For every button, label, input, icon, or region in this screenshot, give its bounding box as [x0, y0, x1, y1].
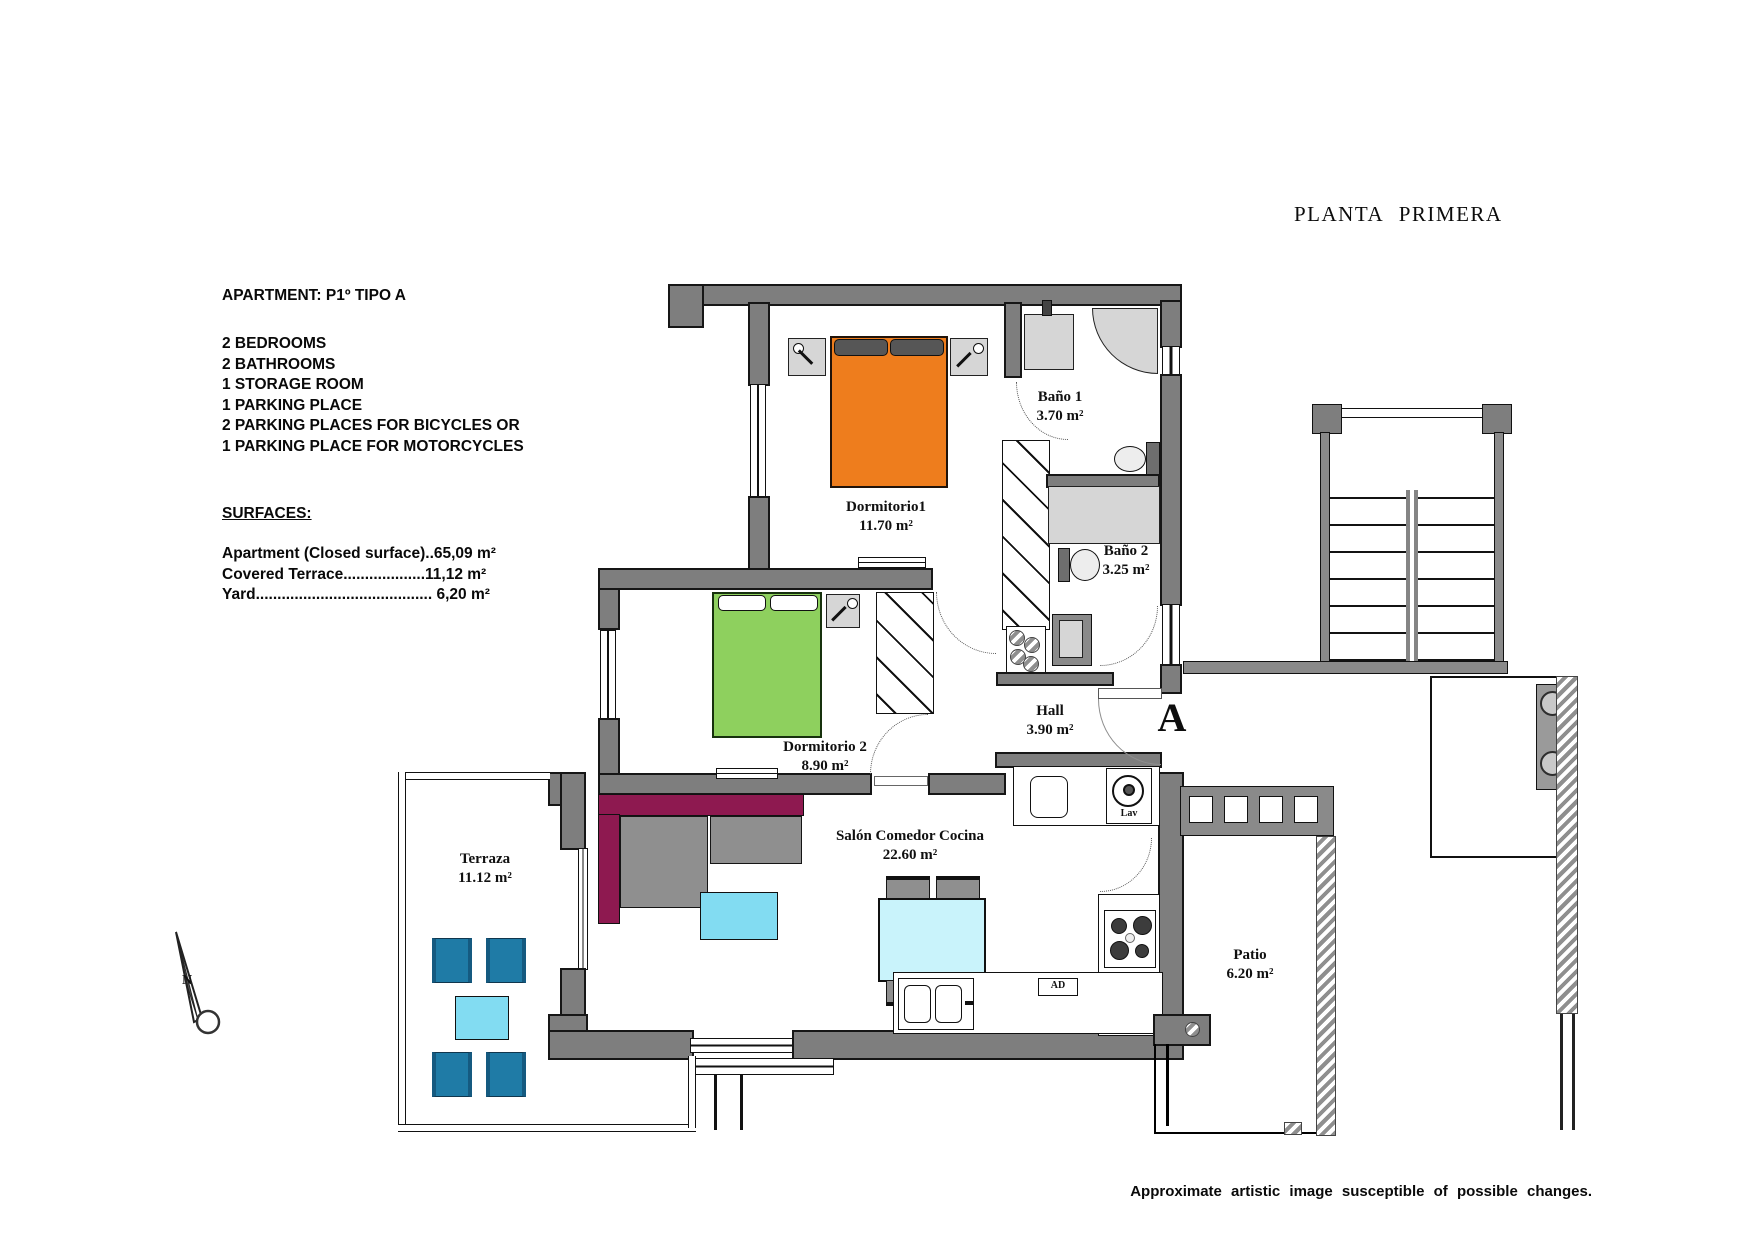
- surface-line: Yard......................................... 6,20 m²: [222, 586, 490, 603]
- pillow-dormitorio1: [890, 339, 944, 356]
- glass-door-bottom: [690, 1038, 794, 1053]
- stair-top-rail: [1342, 408, 1482, 418]
- room-area: 3.90 m²: [1026, 722, 1074, 738]
- patio-boundary-line: [1154, 1044, 1316, 1134]
- wall-dorm1-bottom: [598, 568, 933, 590]
- wall-right-upper: [1160, 300, 1182, 348]
- burner-icon: [1110, 941, 1129, 960]
- feature-item: 1 PARKING PLACE: [222, 396, 363, 414]
- terrace-rail-bottom: [398, 1124, 696, 1132]
- washer-door-icon: [1123, 784, 1135, 796]
- sofa-arm: [598, 814, 620, 924]
- room-name: Hall: [1036, 703, 1064, 719]
- surfaces-heading: SURFACES:: [222, 505, 312, 522]
- wall-top: [668, 284, 1182, 306]
- bed-dormitorio2: [712, 592, 822, 738]
- burner-icon: [1133, 916, 1152, 935]
- basket-circle-icon: [1023, 656, 1039, 672]
- stair-column: [1312, 404, 1342, 434]
- room-area: 6.20 m²: [1226, 966, 1274, 982]
- party-wall-hatched: [1556, 676, 1578, 1014]
- surfaces-list: [222, 544, 496, 606]
- nightstand-dormitorio1-left: [788, 338, 826, 376]
- room-area: 11.70 m²: [859, 518, 913, 534]
- door-arc-dormitorio1: [936, 592, 996, 654]
- toilet-bowl-bano1: [1114, 446, 1146, 472]
- ground-line: [740, 1074, 743, 1130]
- terrace-chair: [432, 938, 472, 983]
- wall-bottom-left: [548, 1030, 694, 1060]
- stair-flight-left: [1330, 497, 1406, 661]
- room-label-dormitorio1: [806, 498, 966, 536]
- compass-label: N: [182, 973, 193, 988]
- terrace-rail-right: [688, 1056, 696, 1128]
- room-area: 3.70 m²: [1036, 408, 1084, 424]
- window-entry-sidelight: [1162, 604, 1180, 666]
- sofa-cushion: [620, 816, 708, 908]
- room-area: 11.12 m²: [458, 870, 512, 886]
- room-label-terraza: [425, 850, 545, 888]
- bed-dormitorio1: [830, 336, 948, 488]
- patio-boundary-line: [1166, 1044, 1169, 1126]
- patio-post-icon: [1185, 1022, 1200, 1037]
- room-name: Salón Comedor Cocina: [835, 828, 985, 844]
- wall-salon-left-lower: [560, 968, 586, 1018]
- room-label-patio: [1190, 946, 1310, 984]
- party-wall-line: [1560, 1014, 1563, 1130]
- room-name: Baño 2: [1103, 543, 1149, 559]
- stair-divider: [1406, 490, 1418, 661]
- pillow-dormitorio2: [770, 595, 818, 611]
- faucet-bano1-icon: [1042, 300, 1052, 316]
- faucet-icon: [965, 1001, 973, 1005]
- room-area: 8.90 m²: [801, 758, 849, 774]
- sink-bowl: [904, 985, 931, 1023]
- kitchen-sink-unit: [898, 978, 974, 1030]
- wall-dorm2-left-lower: [598, 718, 620, 776]
- party-wall-line: [1572, 1014, 1575, 1130]
- wall-patio-hatched: [1316, 836, 1336, 1136]
- disclaimer-text: Approximate artistic image susceptible of possible changes.: [1130, 1183, 1592, 1200]
- sink-bano2: [1059, 620, 1083, 658]
- vent-opening: [1259, 796, 1283, 823]
- wall-dorm2-bottom-right: [928, 773, 1006, 795]
- terrace-rail-top: [398, 772, 550, 780]
- window-dormitorio1: [750, 384, 766, 498]
- wardrobe-mirror-hall: [1002, 440, 1050, 630]
- feature-item: 1 STORAGE ROOM: [222, 376, 364, 393]
- sink-bano1: [1024, 314, 1074, 370]
- terrace-rail-left: [398, 772, 406, 1132]
- burner-center-icon: [1125, 933, 1135, 943]
- door-leaf-dormitorio2: [874, 776, 928, 786]
- stair-wall-left: [1320, 432, 1330, 662]
- feature-item: 2 BATHROOMS: [222, 355, 336, 373]
- room-label-dormitorio2: [745, 738, 905, 776]
- door-arc-kitchen: [1100, 838, 1152, 892]
- terrace-chair: [432, 1052, 472, 1097]
- patio-hatch-end: [1284, 1122, 1302, 1135]
- terrace-chair: [486, 1052, 526, 1097]
- window-bano1: [1162, 346, 1180, 376]
- room-area: 22.60 m²: [882, 847, 938, 863]
- surface-line: Covered Terrace...................11,12 m²: [222, 565, 487, 583]
- nightstand-dormitorio1-right: [950, 338, 988, 376]
- door-arc-bano2: [1100, 606, 1158, 666]
- vanity-bano2: [1052, 614, 1092, 666]
- lamp-icon: [798, 349, 813, 364]
- window-bay-bottom: [692, 1058, 834, 1075]
- feature-list: [222, 334, 524, 457]
- burner-icon: [1135, 944, 1149, 958]
- room-name: Baño 1: [1037, 389, 1083, 405]
- room-name: Patio: [1233, 947, 1267, 963]
- glass-door-terrace: [578, 848, 588, 970]
- shelf-dormitorio1: [858, 557, 926, 568]
- sink-bowl: [935, 985, 962, 1023]
- lamp-icon: [973, 343, 984, 354]
- room-name: Terraza: [459, 851, 511, 867]
- wall-bano1-divider: [1004, 302, 1022, 378]
- washer-label: Lav: [1120, 808, 1138, 819]
- nightstand-dormitorio2: [826, 594, 860, 628]
- wall-left-lower: [748, 496, 770, 572]
- pillow-dormitorio2: [718, 595, 766, 611]
- room-label-salon: [810, 827, 1010, 865]
- wall-patio-vented: [1180, 786, 1334, 836]
- shower-bano1: [1092, 308, 1158, 374]
- coffee-table: [700, 892, 778, 940]
- surface-line: Apartment (Closed surface)..65,09 m²: [222, 545, 496, 562]
- sofa-cushion: [710, 816, 802, 864]
- room-name: Dormitorio 2: [783, 739, 867, 755]
- dining-table: [878, 898, 986, 982]
- room-label-hall: [990, 702, 1110, 740]
- appliance-label: AD: [1050, 980, 1066, 991]
- room-area: 3.25 m²: [1102, 562, 1150, 578]
- cooktop: [1104, 910, 1156, 968]
- room-name: Dormitorio1: [846, 499, 926, 515]
- vent-opening: [1189, 796, 1213, 823]
- kitchen-small-sink: [1030, 776, 1068, 818]
- window-dormitorio2: [600, 630, 616, 720]
- terrace-chair: [486, 938, 526, 983]
- lamp-icon: [956, 352, 971, 367]
- vent-opening: [1224, 796, 1248, 823]
- compass-north-icon: [158, 922, 253, 1037]
- toilet-tank-bano1: [1146, 442, 1160, 476]
- apartment-heading: APARTMENT: P1º TIPO A: [222, 287, 406, 304]
- wall-corner-block: [668, 284, 704, 328]
- stair-flight-right: [1418, 497, 1494, 661]
- shower-bano2: [1048, 486, 1160, 544]
- wall-dorm2-left-upper: [598, 588, 620, 630]
- wall-closet-bottom: [996, 672, 1114, 686]
- wall-patio-step: [1153, 1014, 1211, 1046]
- burner-icon: [1111, 918, 1127, 934]
- room-label-bano1: [1000, 388, 1120, 426]
- sofa-back: [598, 794, 804, 816]
- wardrobe-dormitorio2: [876, 592, 934, 714]
- room-label-bano2: [1066, 542, 1186, 580]
- terrace-table: [455, 996, 509, 1040]
- ground-line: [714, 1074, 717, 1130]
- feature-item: 2 PARKING PLACES FOR BICYCLES OR: [222, 417, 520, 434]
- wall-corridor: [1183, 661, 1508, 674]
- basket-circle-icon: [1024, 637, 1040, 653]
- lamp-icon: [831, 606, 846, 621]
- lamp-icon: [847, 598, 858, 609]
- stair-column: [1482, 404, 1512, 434]
- entrance-label: A: [1157, 695, 1187, 740]
- laundry-basket-box: [1006, 626, 1046, 678]
- basket-circle-icon: [1009, 630, 1025, 646]
- page-title: PLANTA PRIMERA: [1294, 202, 1503, 226]
- stair-wall-right: [1494, 432, 1504, 662]
- wall-salon-left-upper: [560, 772, 586, 850]
- pillow-dormitorio1: [834, 339, 888, 356]
- feature-item: 2 BEDROOMS: [222, 335, 327, 352]
- wall-right-stub: [1160, 664, 1182, 694]
- wall-left-upper: [748, 302, 770, 386]
- vent-opening: [1294, 796, 1318, 823]
- feature-item: 1 PARKING PLACE FOR MOTORCYCLES: [222, 437, 524, 455]
